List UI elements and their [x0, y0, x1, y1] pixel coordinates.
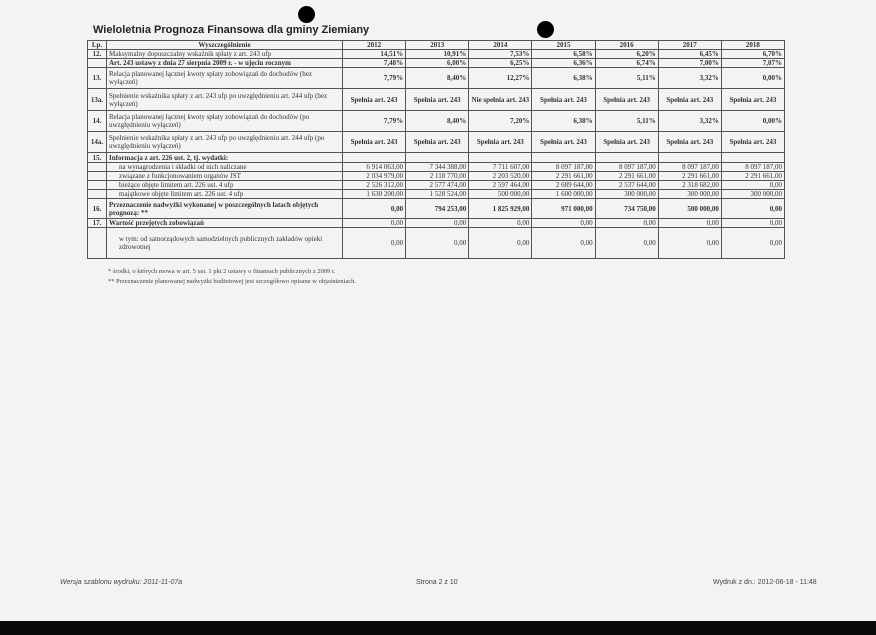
- cell-value: 0,00: [532, 219, 595, 228]
- cell-value: Spełnia art. 243: [532, 132, 595, 153]
- column-header: 2015: [532, 41, 595, 50]
- row-label: Spełnienie wskaźnika spłaty z art. 243 ufp po uwzględnieniu art. 244 ufp (po uwzględnieniu wyłączeń): [107, 132, 343, 153]
- footnote-2: ** Przeznaczenie planowanej nadwyżki budżetowej jest szczegółowo opisane w objaśnieniach.: [108, 278, 356, 285]
- scan-border: [0, 621, 876, 635]
- cell-value: 3,32%: [658, 111, 721, 132]
- cell-value: 7,20%: [469, 111, 532, 132]
- cell-value: 300 000,00: [595, 190, 658, 199]
- cell-value: Spełnia art. 243: [343, 132, 406, 153]
- cell-value: 6,38%: [532, 111, 595, 132]
- punch-hole: [298, 6, 315, 23]
- cell-value: 2 034 979,00: [343, 172, 406, 181]
- row-number: 13a.: [88, 89, 107, 111]
- cell-value: 6,36%: [532, 59, 595, 68]
- cell-value: Spełnia art. 243: [532, 89, 595, 111]
- table-row: [88, 153, 785, 163]
- cell-value: 0,00: [469, 228, 532, 259]
- cell-value: Spełnia art. 243: [406, 132, 469, 153]
- cell-value: 7,00%: [658, 59, 721, 68]
- cell-value: 971 000,00: [532, 199, 595, 219]
- cell-value: 0,00: [469, 219, 532, 228]
- table-row: [88, 181, 785, 190]
- row-number: 15.: [88, 153, 107, 163]
- cell-value: 7,79%: [343, 111, 406, 132]
- table-row: [88, 228, 785, 259]
- table-row: [88, 50, 785, 59]
- column-header: 2017: [658, 41, 721, 50]
- footer-page-number: Strona 2 z 10: [416, 579, 458, 586]
- table-row: [88, 132, 785, 153]
- cell-value: 2 537 644,00: [595, 181, 658, 190]
- cell-value: 0,00: [595, 219, 658, 228]
- row-label: w tym: od samorządowych samodzielnych publicznych zakładów opieki zdrowotnej: [107, 228, 343, 259]
- cell-value: 5,11%: [595, 111, 658, 132]
- cell-value: 300 000,00: [721, 190, 784, 199]
- row-label: Relacja planowanej łącznej kwoty spłaty zobowiązań do dochodów (bez wyłączeń): [107, 68, 343, 89]
- cell-value: 2 526 312,00: [343, 181, 406, 190]
- cell-value: 6,45%: [658, 50, 721, 59]
- cell-value: 0,00: [406, 228, 469, 259]
- cell-value: 0,00: [658, 219, 721, 228]
- cell-value: 10,91%: [406, 50, 469, 59]
- cell-value: 0,00: [658, 228, 721, 259]
- cell-value: 794 253,00: [406, 199, 469, 219]
- row-number: [88, 172, 107, 181]
- cell-value: 2 291 661,00: [721, 172, 784, 181]
- cell-value: 0,00: [343, 228, 406, 259]
- cell-value: [343, 153, 406, 163]
- cell-value: 2 291 661,00: [658, 172, 721, 181]
- row-number: [88, 181, 107, 190]
- row-label: Relacja planowanej łącznej kwoty spłaty zobowiązań do dochodów (po uwzględnieniu wyłączeń): [107, 111, 343, 132]
- row-number: [88, 190, 107, 199]
- cell-value: 0,00%: [721, 68, 784, 89]
- column-header: 2013: [406, 41, 469, 50]
- cell-value: 2 597 464,00: [469, 181, 532, 190]
- cell-value: 2 689 644,00: [532, 181, 595, 190]
- cell-value: 2 318 682,00: [658, 181, 721, 190]
- row-number: 14a.: [88, 132, 107, 153]
- cell-value: 6,00%: [406, 59, 469, 68]
- row-number: [88, 228, 107, 259]
- table-row: [88, 199, 785, 219]
- cell-value: [406, 153, 469, 163]
- cell-value: Spełnia art. 243: [658, 132, 721, 153]
- page-title: Wieloletnia Prognoza Finansowa dla gminy Ziemiany: [93, 24, 370, 36]
- cell-value: Nie spełnia art. 243: [469, 89, 532, 111]
- row-number: 17.: [88, 219, 107, 228]
- cell-value: 1 825 929,00: [469, 199, 532, 219]
- cell-value: 14,51%: [343, 50, 406, 59]
- cell-value: 7,48%: [343, 59, 406, 68]
- row-label: Spełnienie wskaźnika spłaty z art. 243 ufp po uwzględnieniu art. 244 ufp (bez wyłączeń): [107, 89, 343, 111]
- cell-value: Spełnia art. 243: [721, 89, 784, 111]
- cell-value: 8,40%: [406, 111, 469, 132]
- cell-value: 0,00: [406, 219, 469, 228]
- column-header: 2012: [343, 41, 406, 50]
- row-label: Art. 243 ustawy z dnia 27 sierpnia 2009 r. - w ujęciu rocznym: [107, 59, 343, 68]
- footnote-1: * środki, o których mowa w art. 5 ust. 1 pkt 2 ustawy o finansach publicznych z 2009 r.: [108, 268, 336, 275]
- cell-value: 7 711 607,00: [469, 163, 532, 172]
- cell-value: 1 630 200,00: [343, 190, 406, 199]
- forecast-table: [87, 40, 785, 259]
- cell-value: 8,40%: [406, 68, 469, 89]
- table-row: [88, 219, 785, 228]
- table-row: [88, 59, 785, 68]
- cell-value: 8 097 187,00: [532, 163, 595, 172]
- cell-value: 500 000,00: [658, 199, 721, 219]
- cell-value: 6,70%: [721, 50, 784, 59]
- row-label: Informacja z art. 226 ust. 2, tj. wydatki:: [107, 153, 343, 163]
- row-number: 16.: [88, 199, 107, 219]
- cell-value: 0,00: [721, 219, 784, 228]
- footer-template-version: Wersja szablonu wydruku: 2011-11-07a: [60, 579, 183, 586]
- table-header: [88, 41, 785, 50]
- row-label: związane z funkcjonowaniem organów JST: [107, 172, 343, 181]
- cell-value: 0,00: [343, 219, 406, 228]
- row-label: na wynagrodzenia i składki od nich naliczane: [107, 163, 343, 172]
- cell-value: 6,25%: [469, 59, 532, 68]
- column-header: 2014: [469, 41, 532, 50]
- cell-value: 8 097 187,00: [595, 163, 658, 172]
- cell-value: 5,11%: [595, 68, 658, 89]
- cell-value: Spełnia art. 243: [721, 132, 784, 153]
- column-header: Lp.: [88, 41, 107, 50]
- cell-value: [721, 153, 784, 163]
- cell-value: 6,20%: [595, 50, 658, 59]
- column-header: Wyszczególnienie: [107, 41, 343, 50]
- cell-value: 2 291 661,00: [532, 172, 595, 181]
- table-row: [88, 89, 785, 111]
- cell-value: [595, 153, 658, 163]
- column-header: 2018: [721, 41, 784, 50]
- row-number: [88, 163, 107, 172]
- cell-value: 2 203 520,00: [469, 172, 532, 181]
- cell-value: Spełnia art. 243: [658, 89, 721, 111]
- cell-value: [532, 153, 595, 163]
- cell-value: Spełnia art. 243: [595, 89, 658, 111]
- row-label: Przeznaczenie nadwyżki wykonanej w poszczególnych latach objętych prognozą: **: [107, 199, 343, 219]
- cell-value: 12,27%: [469, 68, 532, 89]
- cell-value: [469, 153, 532, 163]
- table-row: [88, 111, 785, 132]
- cell-value: 6,74%: [595, 59, 658, 68]
- cell-value: 2 118 770,00: [406, 172, 469, 181]
- cell-value: 1 528 524,00: [406, 190, 469, 199]
- cell-value: 0,00%: [721, 111, 784, 132]
- punch-hole: [537, 21, 554, 38]
- column-header: 2016: [595, 41, 658, 50]
- cell-value: 0,00: [721, 199, 784, 219]
- row-number: [88, 59, 107, 68]
- table-row: [88, 190, 785, 199]
- row-label: majątkowe objęte limitem art. 226 ust. 4 ufp: [107, 190, 343, 199]
- cell-value: 3,32%: [658, 68, 721, 89]
- cell-value: 2 291 661,00: [595, 172, 658, 181]
- cell-value: Spełnia art. 243: [469, 132, 532, 153]
- cell-value: Spełnia art. 243: [595, 132, 658, 153]
- cell-value: 8 097 187,00: [658, 163, 721, 172]
- cell-value: 6,58%: [532, 50, 595, 59]
- cell-value: 8 097 187,00: [721, 163, 784, 172]
- table-row: [88, 163, 785, 172]
- cell-value: 0,00: [595, 228, 658, 259]
- cell-value: 734 750,00: [595, 199, 658, 219]
- footer-print-date: Wydruk z dn.: 2012-06-18 - 11:48: [713, 579, 817, 586]
- cell-value: 0,00: [532, 228, 595, 259]
- cell-value: 2 577 474,00: [406, 181, 469, 190]
- cell-value: 7,79%: [343, 68, 406, 89]
- row-label: Wartość przejętych zobowiązań: [107, 219, 343, 228]
- row-number: 14.: [88, 111, 107, 132]
- cell-value: 7,07%: [721, 59, 784, 68]
- cell-value: 0,00: [343, 199, 406, 219]
- row-label: bieżące objęte limitem art. 226 ust. 4 ufp: [107, 181, 343, 190]
- cell-value: Spełnia art. 243: [406, 89, 469, 111]
- cell-value: [658, 153, 721, 163]
- table-row: [88, 68, 785, 89]
- cell-value: 1 600 000,00: [532, 190, 595, 199]
- row-number: 13.: [88, 68, 107, 89]
- cell-value: Spełnia art. 243: [343, 89, 406, 111]
- cell-value: 300 000,00: [658, 190, 721, 199]
- cell-value: 6 914 063,00: [343, 163, 406, 172]
- cell-value: 7,53%: [469, 50, 532, 59]
- cell-value: 0,00: [721, 228, 784, 259]
- row-label: Maksymalny dopuszczalny wskaźnik spłaty z art. 243 ufp: [107, 50, 343, 59]
- row-number: 12.: [88, 50, 107, 59]
- cell-value: 0,00: [721, 181, 784, 190]
- cell-value: 6,38%: [532, 68, 595, 89]
- cell-value: 500 000,00: [469, 190, 532, 199]
- cell-value: 7 344 388,00: [406, 163, 469, 172]
- table-row: [88, 172, 785, 181]
